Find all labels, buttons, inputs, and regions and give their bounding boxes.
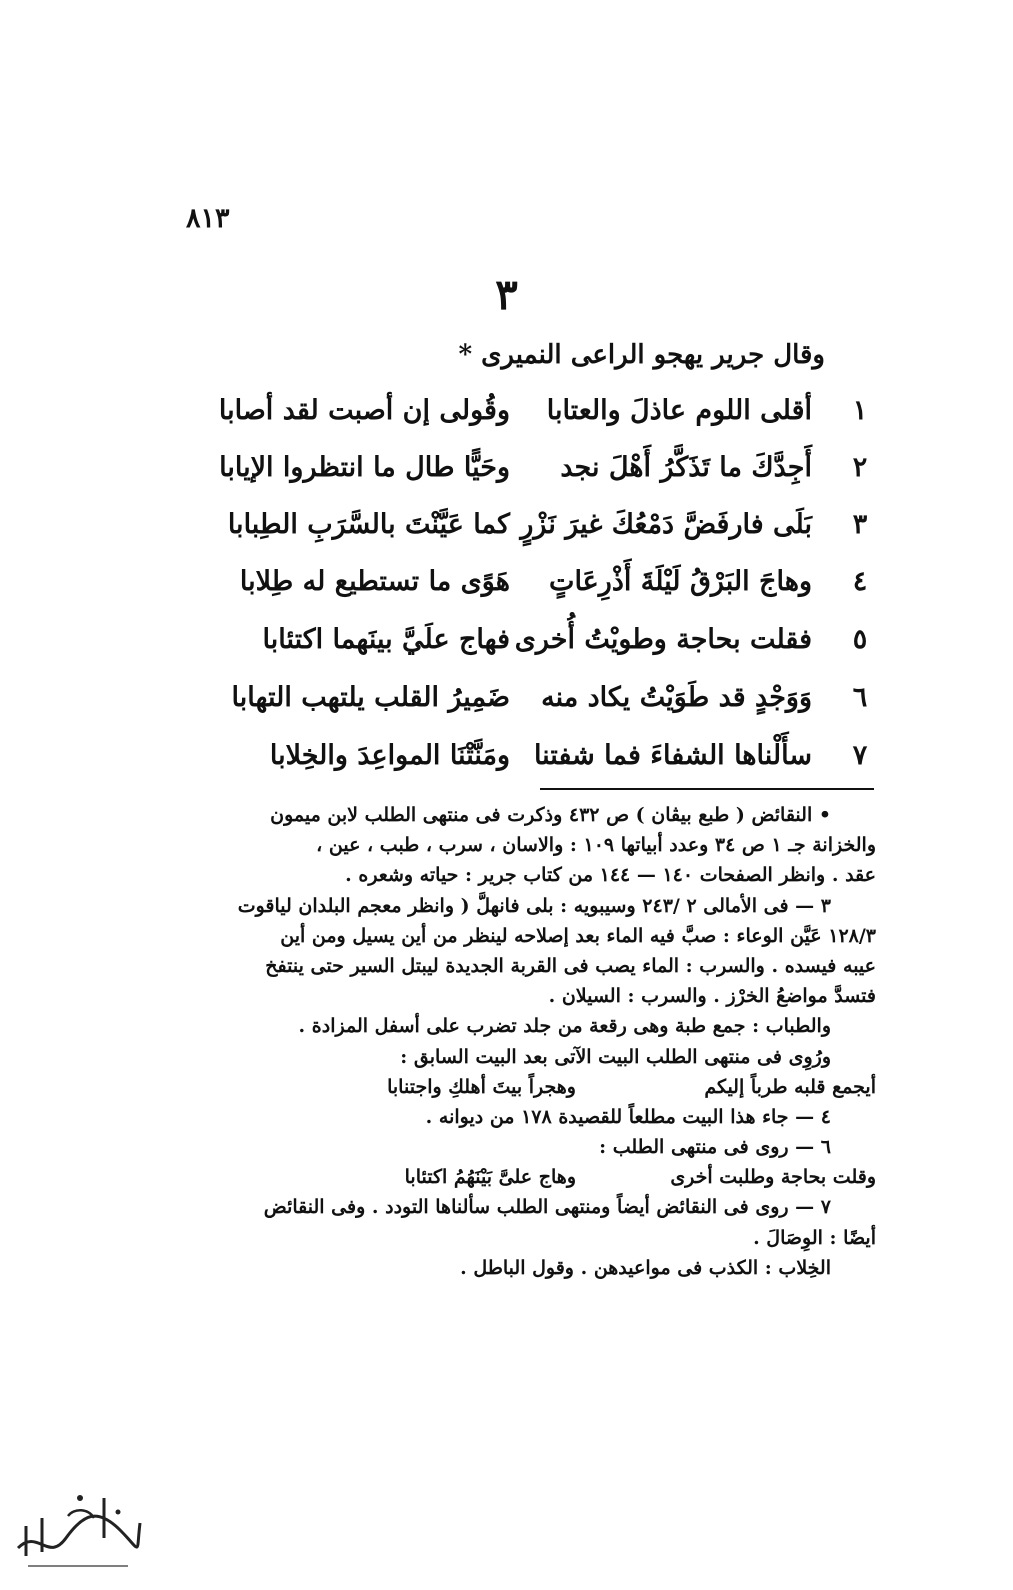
verse-first-hemistich: وهاجَ البَرْقُ لَيْلَةَ أَذْرِعَاتٍ bbox=[549, 566, 812, 597]
footnote-verse-first: وقلت بحاجة وطلبت أخرى bbox=[670, 1166, 876, 1189]
footnote-line: والخزانة جـ ١ ص ٣٤ وعدد أبياتها ١٠٩ : والاسان ، سرب ، طبب ، عين ، bbox=[316, 834, 876, 857]
footnote-line: ورُوِى فى منتهى الطلب البيت الآتى بعد البيت السابق : bbox=[400, 1045, 831, 1068]
verse-second-hemistich: ضَمِيرُ القلب يلتهب التهابا bbox=[231, 682, 510, 713]
verse-first-hemistich: أَجِدَّكَ ما تَذَكَّرُ أَهْلَ نجد bbox=[560, 452, 812, 483]
footnote-line: • النقائض ( طبع بيڤان ) ص ٤٣٢ وذكرت فى منتهى الطلب لابن ميمون bbox=[270, 804, 831, 826]
footnote-verse-second: وهجراً بيتَ أهلكِ واجتنابا bbox=[387, 1075, 576, 1098]
footnote-line: ١٢٨/٣ عَيَّن الوعاء : صبَّ فيه الماء بعد إصلاحه لينظر من أين يسيل ومن أين bbox=[280, 924, 876, 947]
footnote-line: ٣ — فى الأمالى ٢ /٢٤٣ وسيبويه : بلى فانهلَّ ( وانظر معجم البلدان لياقوت bbox=[237, 894, 831, 917]
footnote-line: أيضًا : الوِصَالَ . bbox=[753, 1226, 876, 1249]
verse-number: ٤ bbox=[852, 566, 868, 597]
page-number: ٨١٣ bbox=[186, 203, 230, 234]
footnote-divider bbox=[540, 788, 874, 790]
verse-second-hemistich: ومَنَّتْنَا المواعِدَ والخِلابا bbox=[269, 740, 510, 771]
verse-first-hemistich: وَوَجْدٍ قد طَوَيْتُ يكاد منه bbox=[541, 682, 812, 713]
verse-line bbox=[180, 509, 880, 565]
verse-second-hemistich: هَوًى ما تستطيع له طِلابا bbox=[239, 566, 510, 597]
verse-number: ١ bbox=[852, 395, 868, 426]
verse-second-hemistich: كما عَيَّنْتَ بالسَّرَبِ الطِبابا bbox=[227, 509, 510, 540]
verse-first-hemistich: فقلت بحاجة وطويْتُ أُخرى bbox=[514, 624, 812, 655]
footnote-verse-first: أيجمع قلبه طرباً إليكم bbox=[704, 1075, 876, 1098]
verse-line bbox=[180, 452, 880, 508]
verse-second-hemistich: وقُولى إن أصبت لقد أصابا bbox=[218, 395, 510, 426]
footnote-line: ٤ — جاء هذا البيت مطلعاً للقصيدة ١٧٨ من ديوانه . bbox=[425, 1105, 831, 1128]
footnote-line: الخِلاب : الكذب فى مواعيدهن . وقول الباطل . bbox=[460, 1256, 831, 1279]
verse-number: ٢ bbox=[852, 452, 868, 483]
calligraphy-logo-icon bbox=[8, 1468, 148, 1576]
verse-number: ٦ bbox=[852, 682, 868, 713]
footnote-line: عقد . وانظر الصفحات ١٤٠ — ١٤٤ من كتاب جرير : حياته وشعره . bbox=[345, 864, 876, 887]
footnotes bbox=[186, 800, 876, 1283]
footnote-line: ٧ — روى فى النقائض أيضاً ومنتهى الطلب سألناها التودد . وفى النقائض bbox=[263, 1196, 831, 1219]
verse-second-hemistich: وحَيًّا طال ما انتظروا الإيابا bbox=[219, 452, 510, 483]
footnote-verse bbox=[186, 1162, 876, 1192]
library-logo bbox=[8, 1468, 148, 1576]
verse-first-hemistich: بَلَى فارفَضَّ دَمْعُكَ غيرَ نَزْرٍ bbox=[520, 509, 812, 540]
footnote-line: عيبه فيسده . والسرب : الماء يصب فى القربة الجديدة ليبتل السير حتى ينتفخ bbox=[265, 954, 876, 977]
verse-line bbox=[180, 395, 880, 451]
verse-number: ٣ bbox=[852, 509, 868, 540]
footnote-line: ٦ — روى فى منتهى الطلب : bbox=[599, 1136, 831, 1159]
verse-number: ٥ bbox=[852, 624, 868, 655]
poem-number: ٣ bbox=[495, 270, 518, 319]
footnote-verse-second: وهاج علىَّ بَيْنَهُمُ اكتئابا bbox=[404, 1166, 576, 1189]
footnote-line: والطباب : جمع طبة وهى رقعة من جلد تضرب على أسفل المزادة . bbox=[298, 1015, 831, 1038]
verse-line bbox=[180, 682, 880, 738]
verse-first-hemistich: سأَلْناها الشفاءَ فما شفتنا bbox=[533, 740, 812, 771]
verse-second-hemistich: فهاج علَيَّ بينَهما اكتئابا bbox=[262, 624, 510, 655]
footnote-verse bbox=[186, 1072, 876, 1102]
verse-first-hemistich: أقلى اللوم عاذلَ والعتابا bbox=[546, 395, 812, 426]
verse-number: ٧ bbox=[852, 740, 868, 771]
verse-line bbox=[180, 566, 880, 622]
poem-intro: وقال جرير يهجو الراعى النميرى * bbox=[458, 340, 825, 370]
footnote-line: فتسدَّ مواضعُ الخرْز . والسرب : السيلان . bbox=[548, 985, 876, 1008]
verse-line bbox=[180, 624, 880, 680]
